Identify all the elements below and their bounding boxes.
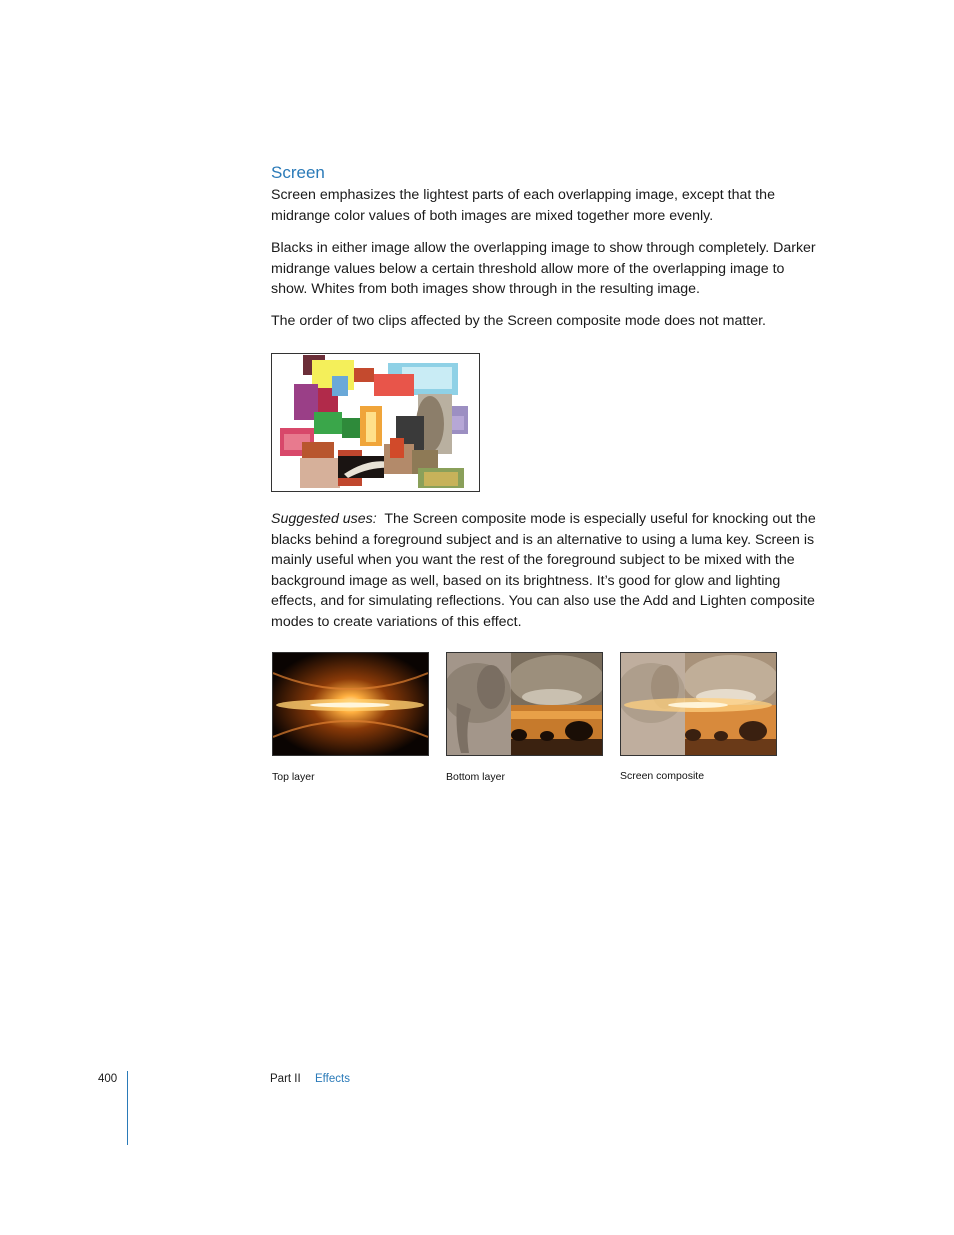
paragraph-suggested-uses	[271, 509, 823, 632]
paragraph-blacks: Blacks in either image allow the overlapping image to show through completely. Darker midrange values below a certain threshold allow more of the overlapping image to show. Whites from both images show through in the resulting image.	[271, 240, 816, 297]
composite-image	[621, 653, 776, 755]
section-heading: Screen	[271, 163, 325, 182]
elephant-image	[447, 653, 602, 755]
footer-section-link[interactable]: Effects	[315, 1073, 350, 1085]
caption-bottom-layer: Bottom layer	[446, 771, 505, 783]
page-number: 400	[98, 1073, 118, 1085]
suggested-uses-label: Suggested uses:	[271, 511, 377, 527]
top-layer-image	[272, 652, 429, 756]
light-streak-image	[273, 653, 428, 755]
paragraph-intro: Screen emphasizes the lightest parts of each overlapping image, except that the midrange color values of both images are mixed together more evenly.	[271, 187, 775, 224]
collage-illustration	[272, 354, 479, 491]
footer-rule	[127, 1071, 128, 1145]
suggested-uses-text: The Screen composite mode is especially useful for knocking out the blacks behind a foreground subject and is an alternative to using a luma key. Screen is mainly useful when you want the rest of the foreground subject to be mixed with the background image as well, based on its brightness. It’s good for glow and lighting effects, and for simulating reflections. You can also use the Add and Lighten composite modes to create variations of this effect.	[271, 511, 816, 630]
screen-composite-image	[620, 652, 777, 756]
bottom-layer-image	[446, 652, 603, 756]
footer-part: Part II	[270, 1073, 301, 1085]
paragraph-order: The order of two clips affected by the Screen composite mode does not matter.	[271, 313, 766, 329]
collage-image	[271, 353, 480, 492]
caption-screen-composite: Screen composite	[620, 770, 705, 782]
caption-top-layer: Top layer	[272, 771, 315, 783]
